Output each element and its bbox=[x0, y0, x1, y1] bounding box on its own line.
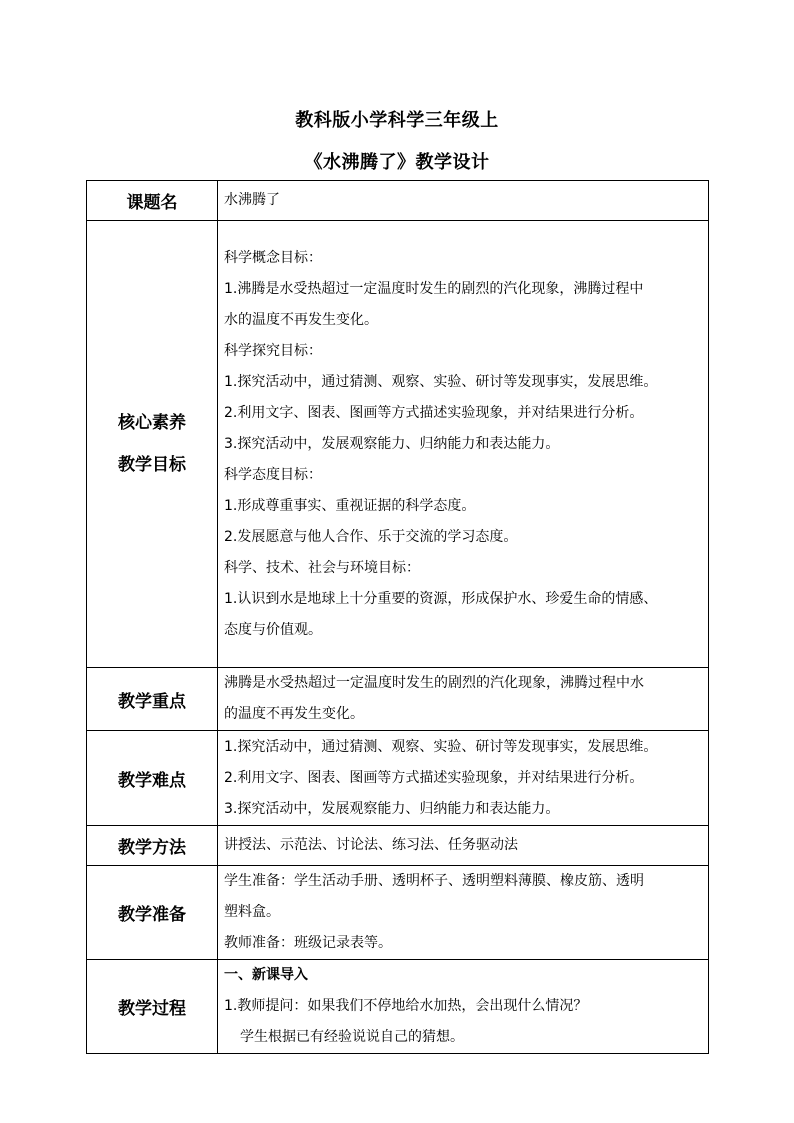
value-methods bbox=[218, 826, 709, 866]
preparation-line: 教师准备：班级记录表等。 bbox=[224, 935, 392, 951]
value-key-points bbox=[218, 668, 709, 731]
goals-line: 科学概念目标： bbox=[224, 249, 322, 266]
lesson-plan-table bbox=[86, 180, 709, 1054]
preparation-line: 塑料盒。 bbox=[224, 904, 280, 920]
label-goals bbox=[87, 221, 218, 668]
row-topic bbox=[87, 181, 709, 221]
goals-line: 水的温度不再发生变化。 bbox=[224, 311, 378, 328]
difficulties-line: 2.利用文字、图表、图画等方式描述实验现象，并对结果进行分析。 bbox=[224, 769, 644, 786]
row-goals bbox=[87, 221, 709, 668]
value-topic bbox=[218, 181, 709, 221]
label-key-points: 教学重点 bbox=[87, 668, 218, 731]
goals-line: 科学态度目标： bbox=[224, 466, 322, 483]
goals-line: 1.探究活动中，通过猜测、观察、实验、研讨等发现事实，发展思维。 bbox=[224, 373, 658, 390]
process-line: 1.教师提问：如果我们不停地给水加热，会出现什么情况？ bbox=[224, 998, 588, 1014]
row-preparation bbox=[87, 866, 709, 960]
goals-line: 3.探究活动中，发展观察能力、归纳能力和表达能力。 bbox=[224, 435, 560, 452]
preparation-line: 学生准备：学生活动手册、透明杯子、透明塑料薄膜、橡皮筋、透明 bbox=[224, 873, 644, 889]
row-key-points bbox=[87, 668, 709, 731]
topic-text: 水沸腾了 bbox=[224, 192, 280, 208]
label-difficulties: 教学难点 bbox=[87, 731, 218, 826]
goals-line: 科学探究目标： bbox=[224, 342, 322, 359]
row-methods bbox=[87, 826, 709, 866]
value-goals bbox=[218, 221, 709, 668]
difficulties-line: 3.探究活动中，发展观察能力、归纳能力和表达能力。 bbox=[224, 800, 560, 817]
key-points-line: 的温度不再发生变化。 bbox=[224, 706, 364, 722]
value-preparation bbox=[218, 866, 709, 960]
key-points-line: 沸腾是水受热超过一定温度时发生的剧烈的汽化现象，沸腾过程中水 bbox=[224, 675, 644, 691]
process-line: 学生根据已有经验说说自己的猜想。 bbox=[240, 1029, 464, 1045]
value-process bbox=[218, 960, 709, 1054]
goals-line: 2.利用文字、图表、图画等方式描述实验现象，并对结果进行分析。 bbox=[224, 404, 644, 421]
label-topic: 课题名 bbox=[87, 181, 218, 221]
goals-line: 2.发展愿意与他人合作、乐于交流的学习态度。 bbox=[224, 528, 518, 545]
row-process bbox=[87, 960, 709, 1054]
difficulties-line: 1.探究活动中，通过猜测、观察、实验、研讨等发现事实，发展思维。 bbox=[224, 738, 658, 755]
goals-line: 态度与价值观。 bbox=[224, 621, 322, 638]
label-process: 教学过程 bbox=[87, 960, 218, 1054]
value-difficulties bbox=[218, 731, 709, 826]
methods-text: 讲授法、示范法、讨论法、练习法、任务驱动法 bbox=[224, 837, 518, 853]
goals-line: 1.认识到水是地球上十分重要的资源，形成保护水、珍爱生命的情感、 bbox=[224, 590, 658, 607]
goals-line: 1.形成尊重事实、重视证据的科学态度。 bbox=[224, 497, 476, 514]
goals-line: 科学、技术、社会与环境目标： bbox=[224, 559, 420, 576]
document-subtitle: 《水沸腾了》教学设计 bbox=[304, 152, 490, 173]
label-goals-line1: 核心素养 bbox=[118, 413, 186, 433]
goals-line: 1.沸腾是水受热超过一定温度时发生的剧烈的汽化现象，沸腾过程中 bbox=[224, 280, 644, 297]
label-preparation: 教学准备 bbox=[87, 866, 218, 960]
process-heading: 一、新课导入 bbox=[224, 967, 308, 983]
label-methods: 教学方法 bbox=[87, 826, 218, 866]
row-difficulties bbox=[87, 731, 709, 826]
document-title: 教科版小学科学三年级上 bbox=[295, 110, 499, 131]
label-goals-line2: 教学目标 bbox=[118, 455, 186, 475]
